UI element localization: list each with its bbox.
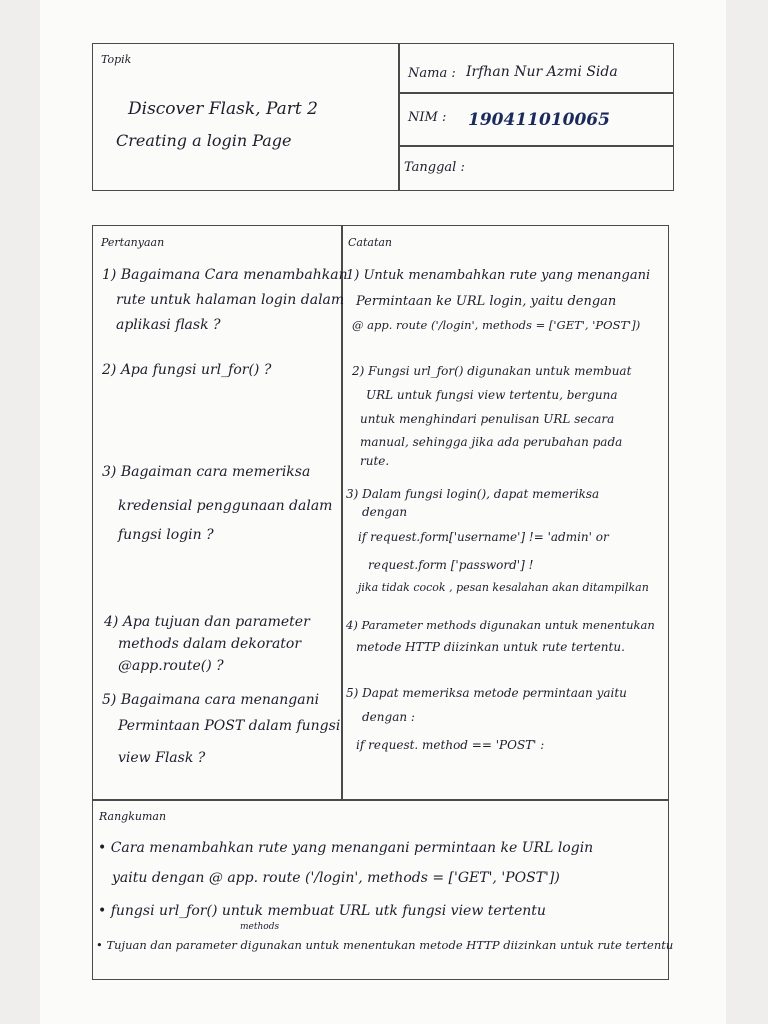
summary-line-2: yaitu dengan @ app. route ('/login', methods = ['GET', 'POST']) — [112, 870, 560, 886]
note-line: rute. — [360, 454, 390, 468]
nama-label: Nama : — [408, 66, 456, 81]
note-line: if request. method == 'POST' : — [356, 738, 545, 752]
note-line: jika tidak cocok , pesan kesalahan akan ditampilkan — [358, 581, 649, 594]
header-row-line-1 — [398, 92, 674, 94]
rangkuman-table — [92, 800, 669, 980]
question-line: 3) Bagaiman cara memeriksa — [102, 464, 311, 480]
catatan-label: Catatan — [348, 236, 393, 249]
tanggal-label: Tanggal : — [404, 160, 465, 175]
note-line: 3) Dalam fungsi login(), dapat memeriksa — [346, 487, 600, 501]
note-line: metode HTTP diizinkan untuk rute tertentu. — [356, 640, 625, 654]
header-row-line-2 — [398, 145, 674, 147]
note-line: 2) Fungsi url_for() digunakan untuk membuat — [352, 364, 632, 378]
question-line: kredensial penggunaan dalam — [118, 498, 333, 514]
question-line: aplikasi flask ? — [116, 317, 221, 333]
question-line: fungsi login ? — [118, 527, 214, 543]
note-line: 5) Dapat memeriksa metode permintaan yaitu — [346, 686, 627, 700]
question-line: Permintaan POST dalam fungsi — [118, 718, 341, 734]
note-line: 4) Parameter methods digunakan untuk menentukan — [346, 618, 655, 632]
question-line: 2) Apa fungsi url_for() ? — [102, 362, 272, 378]
question-line: methods dalam dekorator — [118, 636, 302, 652]
question-line: @app.route() ? — [118, 658, 224, 674]
question-line: view Flask ? — [118, 750, 206, 766]
nim-label: NIM : — [408, 110, 447, 125]
question-line: 5) Bagaimana cara menangani — [102, 692, 320, 708]
summary-line-3: • fungsi url_for() untuk membuat URL utk fungsi view tertentu — [98, 903, 546, 919]
summary-line-4: • Tujuan dan parameter digunakan untuk menentukan metode HTTP diizinkan untuk rute tertentu — [96, 938, 674, 952]
summary-line-1: • Cara menambahkan rute yang menangani permintaan ke URL login — [98, 840, 594, 856]
question-line: 1) Bagaimana Cara menambahkan — [102, 267, 348, 283]
note-line: dengan : — [362, 710, 415, 724]
note-line: if request.form['username'] != 'admin' or — [358, 530, 609, 544]
pertanyaan-label: Pertanyaan — [101, 236, 165, 249]
header-divider — [398, 43, 400, 191]
note-line: URL untuk fungsi view tertentu, berguna — [366, 388, 618, 402]
qa-column-divider — [341, 225, 343, 800]
note-line: Permintaan ke URL login, yaitu dengan — [356, 294, 617, 309]
question-line: rute untuk halaman login dalam — [116, 292, 345, 308]
note-line: @ app. route ('/login', methods = ['GET', 'POST']) — [352, 318, 641, 332]
note-line: manual, sehingga jika ada perubahan pada — [360, 435, 623, 449]
nim-value: 190411010065 — [468, 110, 610, 130]
note-line: request.form ['password'] ! — [368, 558, 534, 572]
summary-annotation: methods — [240, 922, 280, 932]
question-line: 4) Apa tujuan dan parameter — [104, 614, 310, 630]
topic-title-line-2: Creating a login Page — [116, 131, 292, 150]
note-line: 1) Untuk menambahkan rute yang menangani — [346, 268, 651, 283]
topik-label: Topik — [101, 53, 132, 66]
note-line: untuk menghindari penulisan URL secara — [360, 412, 615, 426]
rangkuman-label: Rangkuman — [99, 810, 167, 823]
topic-title-line-1: Discover Flask, Part 2 — [128, 99, 318, 119]
note-line: dengan — [362, 505, 408, 519]
nama-value: Irfhan Nur Azmi Sida — [466, 64, 618, 80]
